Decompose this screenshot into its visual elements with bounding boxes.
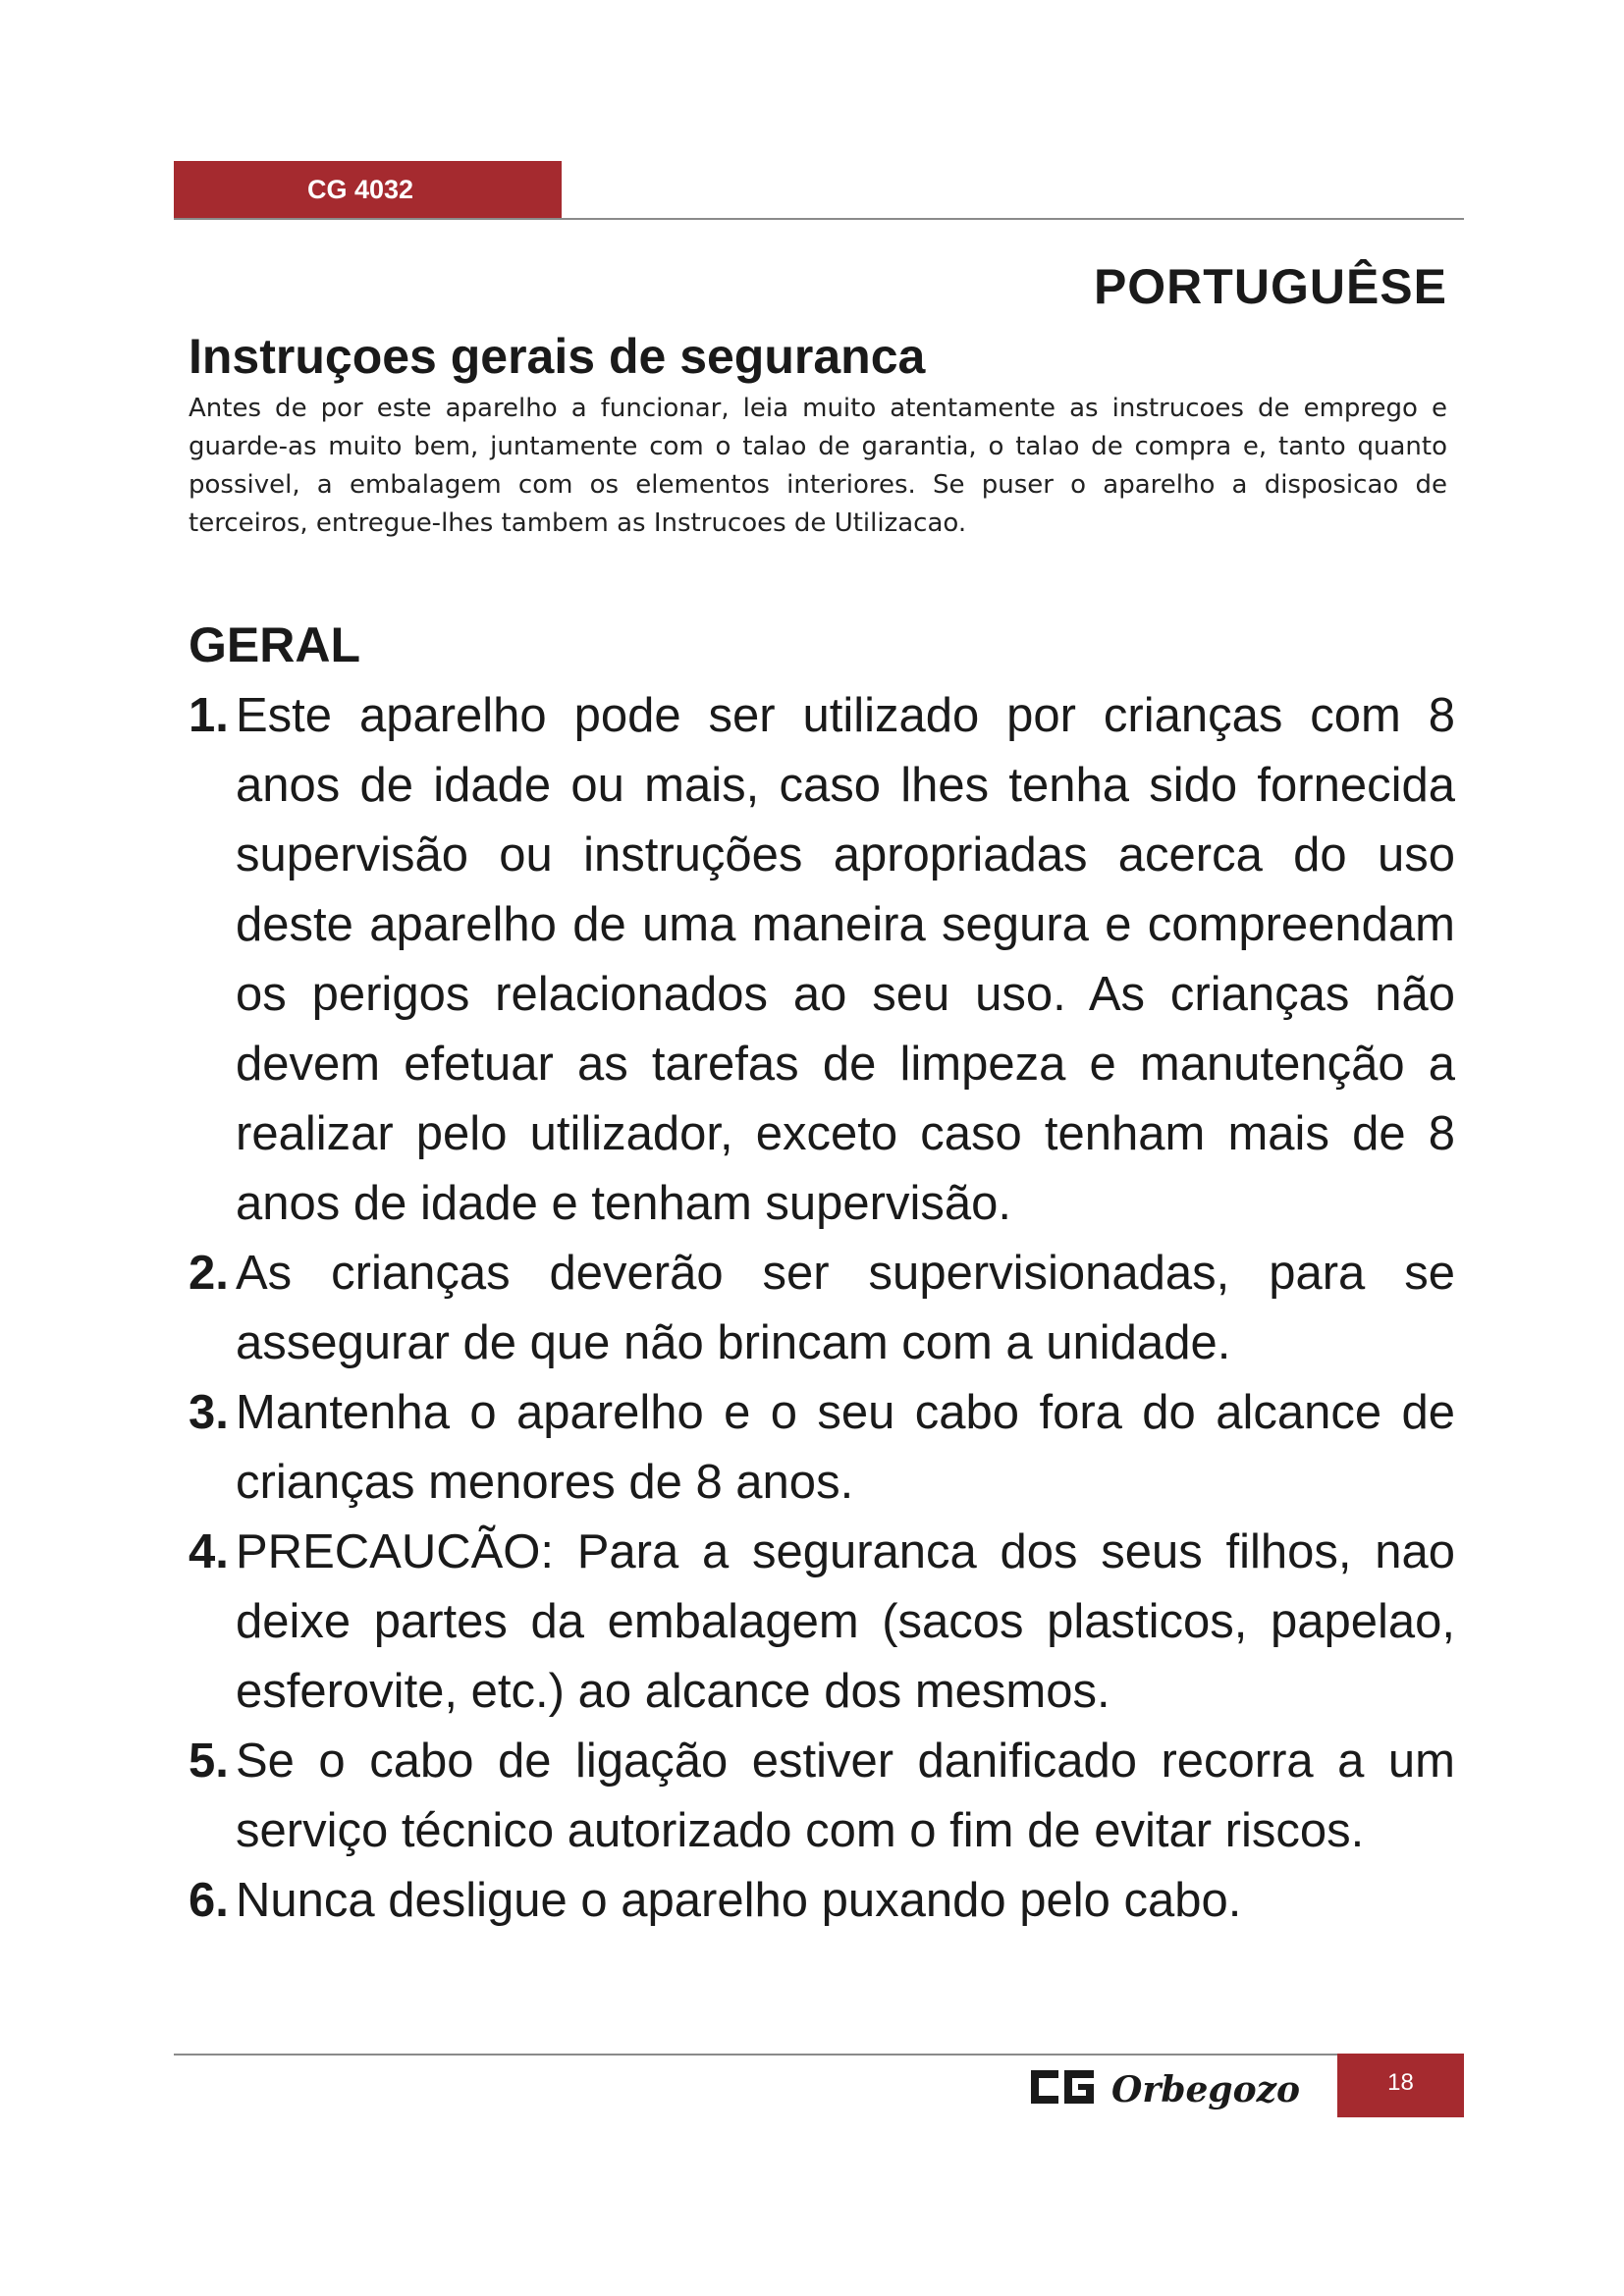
cg-mark-icon [1031,2070,1094,2104]
brand-logo [1031,2064,1326,2109]
rule-number: 2. [189,1247,229,1300]
general-heading: GERAL [189,617,360,672]
rule-item [189,1378,1455,1518]
model-tab [174,161,562,218]
brand-wordmark: Orbegozo [1111,2069,1301,2109]
rule-number: 3. [189,1386,229,1439]
page-number-label: 18 [1387,2069,1414,2096]
header-divider [174,218,1464,220]
rule-item [189,681,1455,1239]
footer-divider [174,2054,1464,2056]
page-number [1337,2054,1464,2117]
rule-text: Este aparelho pode ser utilizado por crianças com 8 anos de idade ou mais, caso lhes tenha sido fornecida supervisão ou instruções apropriadas acerca do uso deste aparelho de uma maneira segura e compreendam os perigos relacionados ao seu uso. As crianças não devem efetuar as tarefas de limpeza e manutenção a realizar pelo utilizador, exceto caso tenham mais de 8 anos de idade e tenham supervisão. [236,689,1455,1230]
rule-item [189,1239,1455,1378]
rule-item [189,1727,1455,1866]
safety-intro: Antes de por este aparelho a funcionar, leia muito atentamente as instrucoes de emprego e guarde-as muito bem, juntamente com o talao de garantia, o talao de compra e, tanto quanto possivel, a embalagem com os elementos interiores. Se puser o aparelho a disposicao de terceiros, entregue-lhes tambem as Instrucoes de Utilizacao. [189,394,1447,538]
safety-title: Instruçoes gerais de seguranca [189,329,926,384]
rule-number: 4. [189,1525,229,1578]
model-label: CG 4032 [307,175,414,204]
rule-text: As crianças deverão ser supervisionadas, para se assegurar de que não brincam com a unidade. [236,1247,1455,1369]
rule-number: 6. [189,1874,229,1927]
rule-item [189,1518,1455,1727]
rule-number: 5. [189,1735,229,1788]
rule-text: PRECAUCÃO: Para a seguranca dos seus filhos, nao deixe partes da embalagem (sacos plasticos, papelao, esferovite, etc.) ao alcance dos mesmos. [236,1525,1455,1718]
rule-text: Se o cabo de ligação estiver danificado recorra a um serviço técnico autorizado com o fim de evitar riscos. [236,1735,1455,1857]
rule-text: Mantenha o aparelho e o seu cabo fora do alcance de crianças menores de 8 anos. [236,1386,1455,1509]
general-rules-list [189,681,1455,1936]
rule-item [189,1866,1455,1936]
rule-text: Nunca desligue o aparelho puxando pelo cabo. [236,1874,1242,1927]
rule-number: 1. [189,689,229,742]
language-title: PORTUGUÊSE [1093,259,1447,314]
